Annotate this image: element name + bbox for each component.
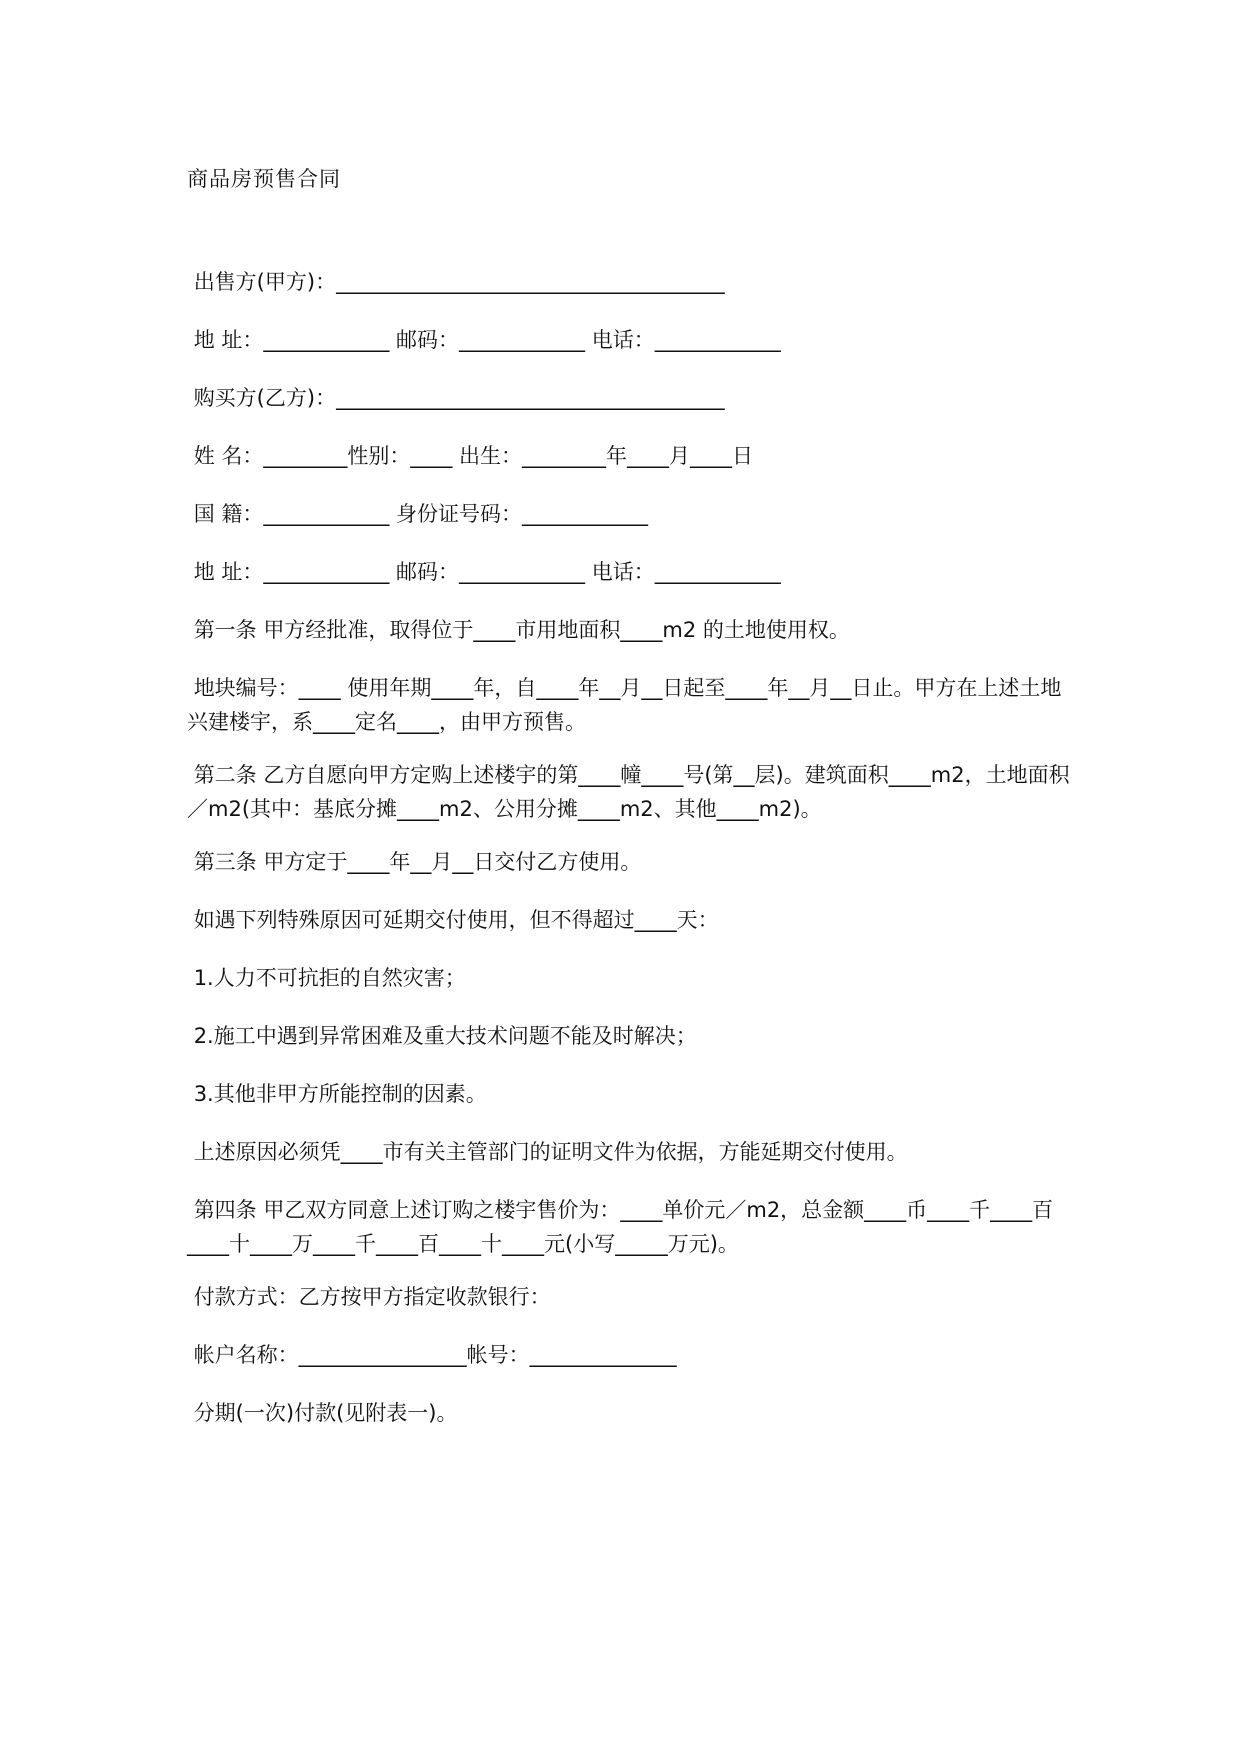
delay-reason-2: 2.施工中遇到异常困难及重大技术问题不能及时解决； [187, 1024, 697, 1048]
plot-number-paragraph: 地块编号：____ 使用年期____年，自____年__月__日起至____年__月__日止。甲方在上述土地兴建楼宇，系____定名____，由甲方预售。 [187, 676, 1062, 734]
seller-line: 出售方(甲方)：_____________________________________ [187, 270, 725, 294]
delay-reason-3: 3.其他非甲方所能控制的因素。 [187, 1082, 487, 1106]
article-1: 第一条 甲方经批准，取得位于____市用地面积____m2 的土地使用权。 [187, 618, 850, 642]
buyer-nationality-line: 国 籍：____________ 身份证号码：____________ [187, 502, 649, 526]
delay-clause: 如遇下列特殊原因可延期交付使用，但不得超过____天： [187, 908, 719, 932]
article-2: 第二条 乙方自愿向甲方定购上述楼宇的第____幢____号(第__层)。建筑面积____m2，土地面积／m2(其中：基底分摊____m2、公用分摊____m2、其他____m2)。 [187, 763, 1070, 821]
buyer-address-line: 地 址：____________ 邮码：____________ 电话：____________ [187, 560, 781, 584]
buyer-name-line: 姓 名：________性别：____ 出生：________年____月____日 [187, 444, 754, 468]
installment-line: 分期(一次)付款(见附表一)。 [187, 1401, 458, 1425]
delay-proof-clause: 上述原因必须凭____市有关主管部门的证明文件为依据，方能延期交付使用。 [187, 1140, 908, 1164]
buyer-line: 购买方(乙方)：_____________________________________ [187, 386, 725, 410]
delay-reason-1: 1.人力不可抗拒的自然灾害； [187, 966, 466, 990]
bank-account-line: 帐户名称：________________帐号：______________ [187, 1343, 677, 1367]
article-4: 第四条 甲乙双方同意上述订购之楼宇售价为：____单价元／m2，总金额____币____千____百____十____万____千____百____十____元(小写_____万元)。 [187, 1198, 1054, 1256]
document-title: 商品房预售合同 [187, 167, 341, 191]
article-3: 第三条 甲方定于____年__月__日交付乙方使用。 [187, 850, 642, 874]
seller-address-line: 地 址：____________ 邮码：____________ 电话：____________ [187, 328, 781, 352]
payment-method: 付款方式：乙方按甲方指定收款银行： [187, 1285, 551, 1309]
